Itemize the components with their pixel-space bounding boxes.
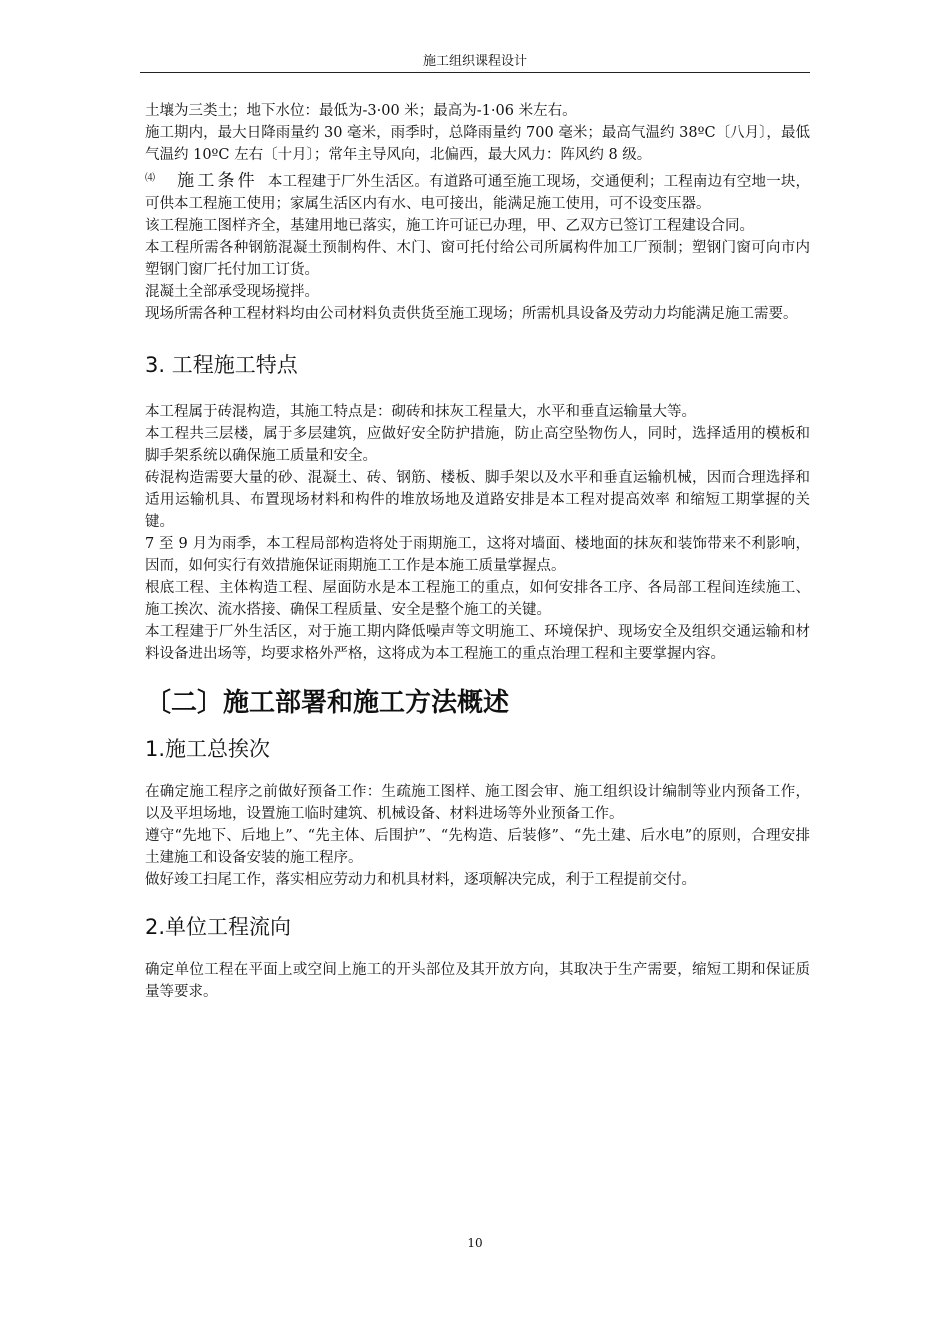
paragraph: 砖混构造需要大量的砂、混凝土、砖、钢筋、楼板、脚手架以及水平和垂直运输机械，因而合理选择和适用运输机具、布置现场材料和构件的堆放场地及道路安排是本工程对提高效率 和缩短工期掌握的关键。 — [145, 470, 810, 530]
conditions-title: 施工条件 — [177, 171, 258, 191]
paragraph: 7 至 9 月为雨季，本工程局部构造将处于雨期施工，这将对墙面、楼地面的抹灰和装饰带来不利影响，因而，如何实行有效措施保证雨期施工工作是本施工质量掌握点。 — [145, 536, 810, 574]
section-heading-features: 3. 工程施工特点 — [145, 353, 298, 377]
paragraph: 确定单位工程在平面上或空间上施工的开头部位及其开放方向，其取决于生产需要，缩短工期和保证质量等要求。 — [145, 962, 810, 1000]
list-marker: ⑷ — [145, 173, 156, 184]
paragraph: 现场所需各种工程材料均由公司材料负责供货至施工现场；所需机具设备及劳动力均能满足施工需要。 — [145, 306, 798, 322]
paragraph: 在确定施工程序之前做好预备工作：生疏施工图样、施工图会审、施工组织设计编制等业内预备工作，以及平坦场地，设置施工临时建筑、机械设备、材料进场等外业预备工作。 — [145, 784, 810, 822]
paragraph: 本工程建于厂外生活区，对于施工期内降低噪声等文明施工、环境保护、现场安全及组织交通运输和材料设备进出场等，均要求格外严格，这将成为本工程施工的重点治理工程和主要掌握内容。 — [145, 624, 810, 662]
document-body — [145, 100, 810, 1003]
chapter-heading: 〔二〕施工部署和施工方法概述 — [145, 688, 510, 718]
construction-conditions-paragraph — [145, 170, 810, 215]
paragraph: 根底工程、主体构造工程、屋面防水是本工程施工的重点，如何安排各工序、各局部工程间连续施工、施工挨次、流水搭接、确保工程质量、安全是整个施工的关键。 — [145, 580, 810, 618]
paragraph: 本工程所需各种钢筋混凝土预制构件、木门、窗可托付给公司所属构件加工厂预制；塑钢门窗可向市内塑钢门窗厂托付加工订货。 — [145, 240, 810, 278]
section-heading-flow-direction: 2.单位工程流向 — [145, 915, 292, 939]
paragraph: 本工程属于砖混构造，其施工特点是：砌砖和抹灰工程量大，水平和垂直运输量大等。 — [145, 404, 696, 420]
section-heading-sequence: 1.施工总挨次 — [145, 737, 271, 761]
paragraph: 该工程施工图样齐全，基建用地已落实，施工许可证已办理，甲、乙双方已签订工程建设合同。 — [145, 218, 754, 234]
paragraph: 施工期内，最大日降雨量约 30 毫米，雨季时，总降雨量约 700 毫米；最高气温约 38ºC〔八月〕，最低气温约 10ºC 左右〔十月〕；常年主导风向，北偏西，最大风力：阵风约 8 级。 — [145, 125, 810, 163]
header-title: 施工组织课程设计 — [422, 54, 527, 69]
paragraph: 混凝土全部承受现场搅拌。 — [145, 284, 319, 300]
conditions-text: 本工程建于厂外生活区。有道路可通至施工现场，交通便利；工程南边有空地一块，可供本工程施工使用；家属生活区内有水、电可接出，能满足施工使用，可不设变压器。 — [145, 174, 811, 212]
paragraph: 做好竣工扫尾工作，落实相应劳动力和机具材料，逐项解决完成，利于工程提前交付。 — [145, 872, 696, 888]
paragraph: 本工程共三层楼，属于多层建筑，应做好安全防护措施，防止高空坠物伤人，同时，选择适用的模板和脚手架系统以确保施工质量和安全。 — [145, 426, 810, 464]
page-number: 10 — [467, 1236, 483, 1250]
page-header — [140, 52, 810, 73]
paragraph: 土壤为三类土；地下水位：最低为-3·00 米；最高为-1·06 米左右。 — [145, 103, 577, 119]
paragraph: 遵守“先地下、后地上”、“先主体、后围护”、“先构造、后装修”、“先土建、后水电”的原则，合理安排土建施工和设备安装的施工程序。 — [145, 828, 810, 866]
